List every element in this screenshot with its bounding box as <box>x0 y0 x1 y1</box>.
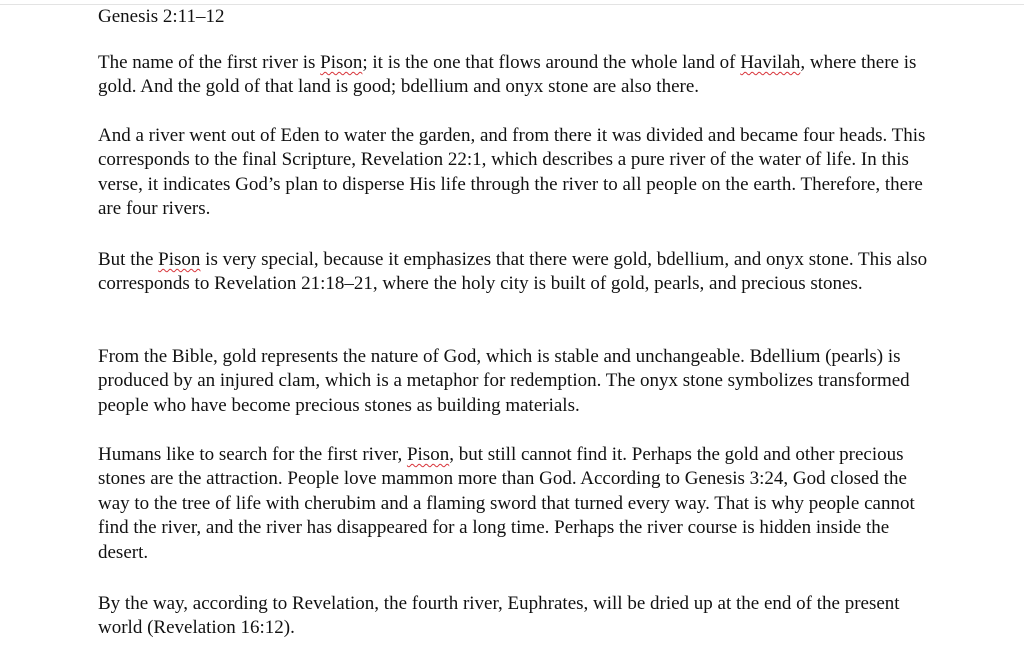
paragraph-text: By the way, according to Revelation, the fourth river, Euphrates, will be dried up at the end of the present world (Revelation 16:12). <box>98 593 900 639</box>
paragraph-text: , where there is gold. And the gold of that land is good; bdellium and onyx stone are also there. <box>98 52 917 98</box>
document-heading: Genesis 2:11–12 <box>98 6 225 27</box>
spellcheck-flagged-word: Pison <box>158 249 201 270</box>
paragraph-text: is very special, because it emphasizes that there were gold, bdellium, and onyx stone. This also corresponds to Revelation 21:18–21, where the holy city is built of gold, pearls, and precious stones. <box>98 249 928 295</box>
paragraph-text: Humans like to search for the first river, <box>98 444 407 465</box>
paragraph-text: From the Bible, gold represents the nature of God, which is stable and unchangeable. Bdellium (pearls) is produced by an injured clam, which is a metaphor for redemption. The onyx stone symbolizes transformed people who have become precious stones as building materials. <box>98 346 910 416</box>
paragraph-four-rivers <box>98 124 928 222</box>
spellcheck-flagged-word: Pison <box>320 52 363 73</box>
paragraph-text: But the <box>98 249 159 270</box>
paragraph-search-for-river <box>98 443 928 565</box>
paragraph-text: , but still cannot find it. Perhaps the gold and other precious stones are the attraction. People love mammon more than God. According to Genesis 3:24, God closed the way to the tree of life with cherubim and a flaming sword that turned every way. That is why people cannot find the river, and the river has disappeared for a long time. Perhaps the river course is hidden inside the desert. <box>98 444 915 563</box>
paragraph-euphrates <box>98 592 928 641</box>
paragraph-pison-havilah <box>98 51 928 100</box>
paragraph-text: ; it is the one that flows around the whole land of <box>362 52 741 73</box>
paragraph-text: And a river went out of Eden to water the garden, and from there it was divided and became four heads. This corresponds to the final Scripture, Revelation 22:1, which describes a pure river of the water of life. In this verse, it indicates God’s plan to disperse His life through the river to all people on the earth. Therefore, there are four rivers. <box>98 125 926 220</box>
spellcheck-flagged-word: Pison <box>406 444 450 465</box>
spellcheck-flagged-word: Havilah <box>740 52 801 73</box>
paragraph-pison-special <box>98 248 928 297</box>
paragraph-text: The name of the first river is <box>98 52 321 73</box>
paragraph-gold-bdellium-onyx <box>98 345 928 418</box>
